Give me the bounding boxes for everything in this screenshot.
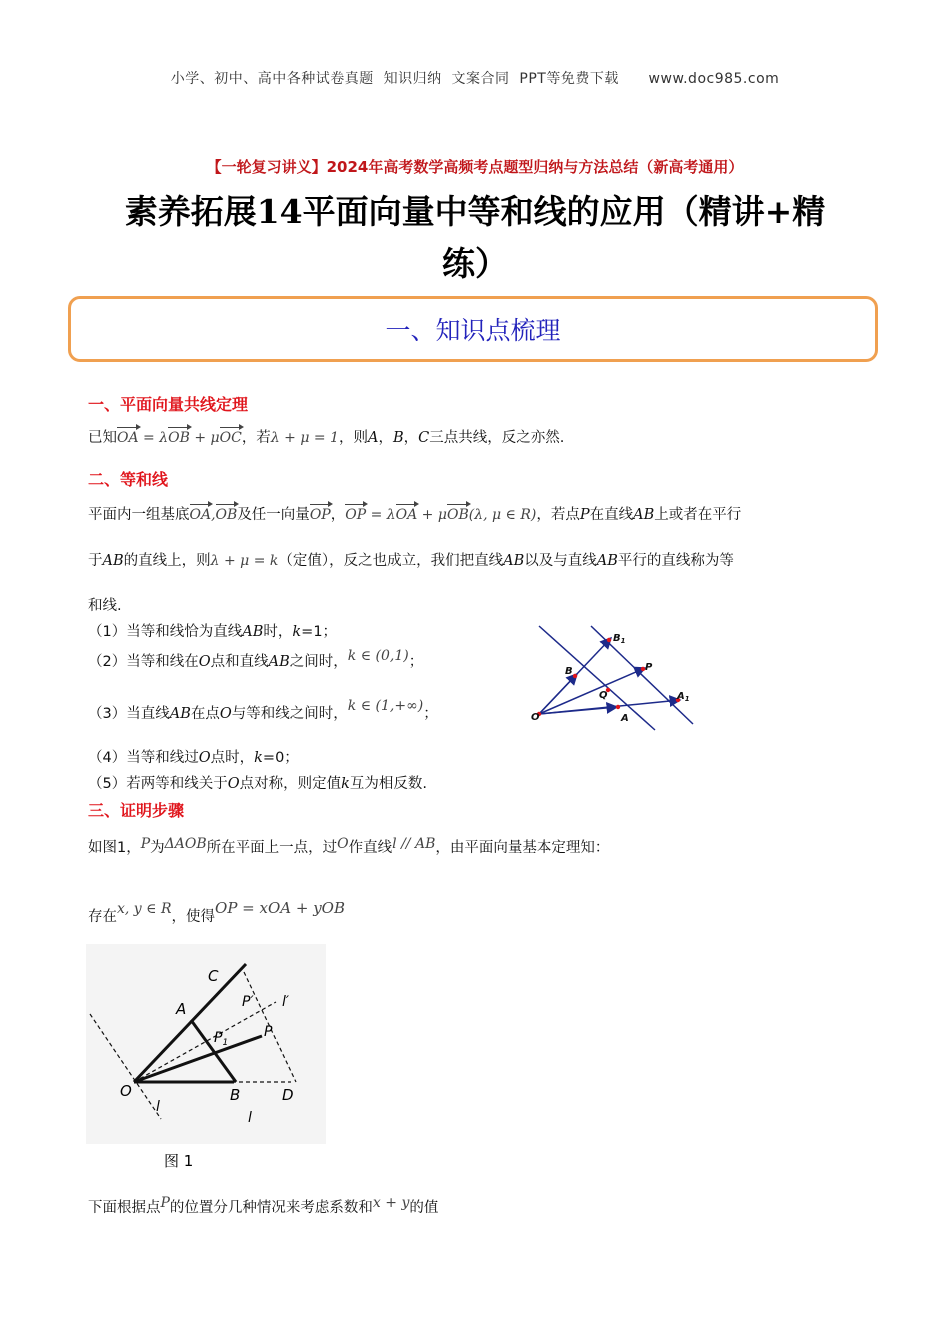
list-item — [88, 772, 427, 793]
text-span: ，若点 — [536, 507, 580, 523]
point-o: O — [227, 776, 240, 792]
text-span: 所在平面上一点，过 — [206, 840, 338, 856]
point-p: P — [140, 836, 151, 852]
vector-oa — [539, 707, 617, 714]
text-span: (λ, μ ∈ R) — [468, 507, 537, 523]
text-span: （2）当等和线在 — [88, 654, 199, 670]
text-span: ，则 — [338, 430, 368, 446]
k-symbol: k — [254, 750, 263, 766]
formula-xy-real: x, y ∈ R — [117, 901, 172, 917]
section-heading: 一、知识点梳理 — [385, 316, 561, 345]
part2-line-3: 和线. — [88, 598, 122, 614]
text-span: 点和直线 — [210, 654, 269, 670]
part2-line-1 — [88, 503, 741, 524]
text-span: 点时， — [210, 750, 255, 766]
part2-line-2 — [88, 549, 734, 570]
formula-k-range: k ∈ (1,+∞) — [347, 698, 424, 714]
label-a1 — [676, 691, 690, 703]
text-span: 平面内一组基底 — [88, 507, 190, 523]
vector-oa: OA — [189, 507, 212, 523]
point-o: O — [337, 836, 349, 852]
text-span: 的直线上，则 — [123, 553, 211, 569]
text-span: 在直线 — [589, 507, 634, 523]
formula-basis — [190, 507, 238, 523]
label-l: l — [156, 1099, 160, 1115]
text-span: 之间时， — [289, 654, 348, 670]
vector-ob: OB — [168, 430, 190, 446]
label-a1-main: A — [677, 691, 685, 702]
figure-background — [86, 944, 326, 1144]
text-span: 存在 — [88, 909, 117, 925]
point-b: B — [392, 430, 404, 446]
label-l-prime: l′ — [282, 994, 290, 1010]
formula-op-decomposition: OP = xOA + yOB — [215, 899, 345, 917]
text-span: （定值），反之也成立，我们把直线 — [278, 553, 504, 569]
label-p: P — [264, 1024, 273, 1040]
triangle-aob: ΔAOB — [164, 836, 207, 852]
label-b1 — [613, 633, 626, 645]
text-span: 于 — [88, 553, 103, 569]
point-o: O — [219, 706, 232, 722]
text-span: （4）当等和线过 — [88, 750, 199, 766]
part1-text — [88, 426, 564, 447]
part2-heading: 二、等和线 — [88, 470, 169, 489]
text-span: ，若 — [241, 430, 271, 446]
text-span: 时， — [263, 624, 293, 640]
list-item — [88, 746, 299, 767]
part1-heading: 一、平面向量共线定理 — [88, 395, 249, 414]
equal-sum-line — [591, 626, 693, 724]
text-span: 以及与直线 — [524, 553, 597, 569]
label-a: A — [621, 713, 629, 724]
vector-oa: OA — [395, 507, 418, 523]
text-span: 的值 — [409, 1200, 439, 1216]
vector-oc: OC — [219, 430, 242, 446]
text-span: ， — [378, 430, 393, 446]
line-ab: AB — [242, 624, 264, 640]
line-ab: AB — [503, 553, 525, 569]
point-a-dot — [616, 705, 620, 709]
vector-ob — [539, 674, 577, 714]
label-p1-main: P — [214, 1030, 223, 1046]
section-heading-box — [68, 296, 878, 362]
list-item — [88, 620, 337, 641]
formula-k-range: k ∈ (0,1) — [347, 648, 409, 664]
text-span: 三点共线，反之亦然. — [429, 430, 565, 446]
text-span: 上或者在平行 — [654, 507, 742, 523]
text-span: （1）当等和线恰为直线 — [88, 624, 243, 640]
text-span: ，使得 — [171, 909, 216, 925]
label-q: Q — [599, 690, 608, 701]
text-span: 与等和线之间时， — [231, 706, 348, 722]
list-item — [88, 650, 423, 671]
label-o: O — [120, 1082, 132, 1100]
line-ab: AB — [633, 507, 655, 523]
formula-x-plus-y: x + y — [372, 1195, 410, 1211]
label-p1-sub: 1 — [222, 1038, 229, 1048]
point-b-dot — [573, 674, 577, 678]
text-span: 互为相反数. — [349, 776, 428, 792]
part3-last-line — [88, 1196, 438, 1217]
text-span: （5）若两等和线关于 — [88, 776, 228, 792]
title-line-2: 练） — [442, 244, 508, 283]
text-span: 作直线 — [348, 840, 393, 856]
formula-sum-k: λ + μ = k — [210, 553, 279, 569]
point-o: O — [198, 750, 211, 766]
part3-line-2 — [88, 899, 345, 926]
text-span: , — [211, 507, 216, 523]
line-ab — [539, 626, 655, 730]
text-span: 如图1， — [88, 840, 141, 856]
label-a1-sub: 1 — [684, 695, 690, 703]
vector-ob: OB — [215, 507, 238, 523]
formula-decomposition — [345, 507, 536, 523]
text-span: （3）当直线 — [88, 706, 170, 722]
list-item — [88, 698, 438, 723]
page-title — [90, 186, 860, 290]
text-span: =0； — [262, 750, 299, 766]
label-b: B — [565, 666, 573, 677]
text-span: 在点 — [190, 706, 220, 722]
k-symbol: k — [292, 624, 302, 640]
vector-ob: OB — [446, 507, 469, 523]
text-span: 点对称，则定值 — [239, 776, 342, 792]
figure-1 — [86, 944, 326, 1174]
figure-caption: 图 1 — [164, 1152, 194, 1170]
text-span: 的位置分几种情况来考虑系数和 — [169, 1200, 373, 1216]
title-line-1: 素养拓展14平面向量中等和线的应用（精讲+精 — [124, 192, 826, 231]
point-p: P — [160, 1195, 170, 1211]
label-d: D — [282, 1086, 294, 1104]
line-ab: AB — [169, 706, 191, 722]
text-span: 为 — [150, 840, 165, 856]
text-span: ； — [423, 706, 438, 722]
label-p-prime: P′ — [242, 994, 254, 1010]
part3-heading: 三、证明步骤 — [88, 801, 185, 820]
formula-sum-one: λ + μ = 1 — [270, 430, 339, 446]
vector-op: OP — [345, 507, 367, 523]
vector-op: OP — [309, 507, 331, 523]
label-b1-sub: 1 — [620, 637, 626, 645]
label-a: A — [176, 1000, 187, 1018]
vector-oa: OA — [117, 430, 139, 446]
point-p: P — [579, 507, 590, 523]
line-ab: AB — [102, 553, 124, 569]
text-span: =1； — [301, 624, 338, 640]
point-c: C — [418, 430, 430, 446]
text-span: ，由平面向量基本定理知： — [435, 840, 610, 856]
point-a: A — [367, 430, 379, 446]
label-b1-main: B — [613, 633, 621, 644]
text-span: 已知 — [88, 430, 117, 446]
text-span: ； — [408, 654, 424, 670]
point-o: O — [198, 654, 211, 670]
text-span: 下面根据点 — [88, 1200, 161, 1216]
equal-sum-line-figure — [525, 620, 705, 735]
label-c: C — [208, 967, 219, 985]
site-header: 小学、初中、高中各种试卷真题 知识归纳 文案合同 PPT等免费下载 www.doc985.com — [170, 71, 780, 87]
series-line: 【一轮复习讲义】2024年高考数学高频考点题型归纳与方法总结（新高考通用） — [206, 158, 744, 176]
text-span: 及任一向量 — [237, 507, 310, 523]
text-span: ， — [403, 430, 419, 446]
part3-line-1 — [88, 836, 609, 857]
label-p: P — [645, 662, 653, 673]
label-l-bottom: l — [248, 1110, 252, 1126]
line-ab: AB — [268, 654, 290, 670]
text-span: ， — [330, 507, 346, 523]
label-o: O — [531, 712, 540, 723]
text-span: + μ — [189, 430, 220, 446]
text-span: = λ — [366, 507, 396, 523]
text-span: 平行的直线称为等 — [617, 553, 734, 569]
line-ab: AB — [596, 553, 618, 569]
k-symbol: k — [341, 776, 350, 792]
point-b1-dot — [607, 638, 611, 642]
formula-collinear — [117, 430, 242, 446]
label-b: B — [230, 1086, 241, 1104]
formula-parallel: l // AB — [392, 836, 436, 852]
text-span: + μ — [417, 507, 447, 523]
text-span: = λ — [138, 430, 169, 446]
